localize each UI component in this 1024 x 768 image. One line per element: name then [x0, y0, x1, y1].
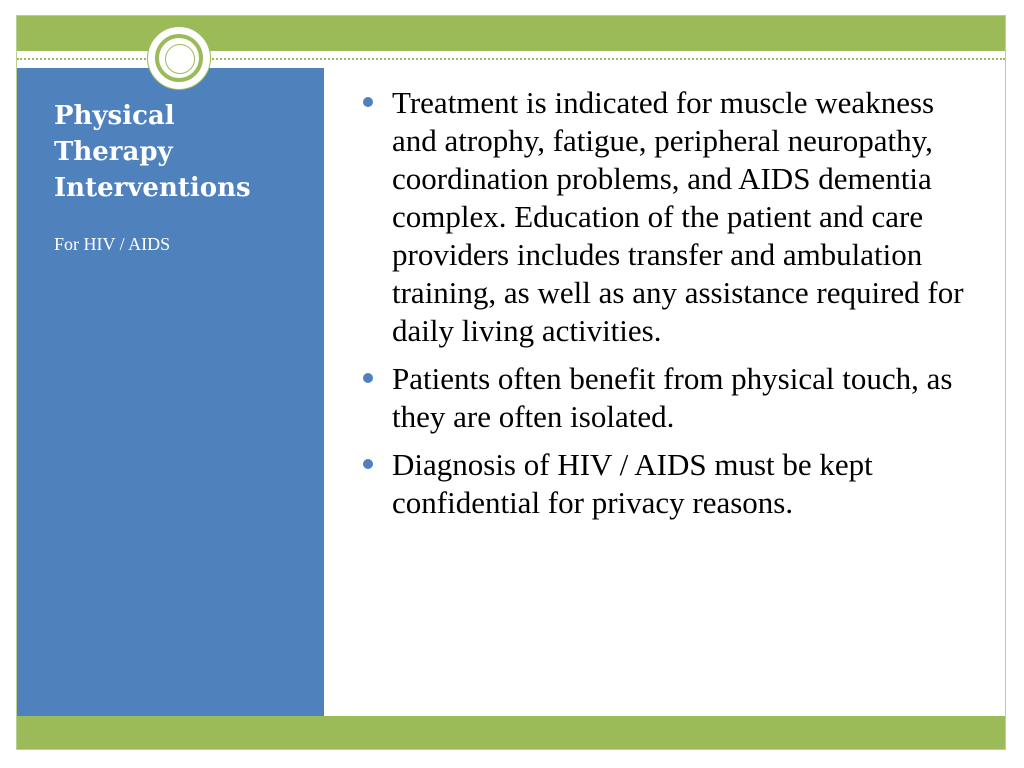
circle-ornament-icon	[147, 26, 211, 90]
round-bullet-icon	[363, 97, 373, 107]
slide-title-line: Physical	[54, 101, 175, 131]
bullet-item	[360, 360, 970, 436]
round-bullet-icon	[363, 373, 373, 383]
bullet-list	[360, 84, 970, 532]
bullet-text: Treatment is indicated for muscle weakness and atrophy, fatigue, peripheral neuropathy, coordination problems, and AIDS dementia complex. Education of the patient and care providers includes transfer and ambulation training, as well as any assistance required for daily living activities.	[392, 85, 964, 348]
round-bullet-icon	[363, 459, 373, 469]
bullet-item	[360, 446, 970, 522]
ornament-ring	[155, 34, 203, 82]
slide-title-line: Interventions	[54, 173, 251, 203]
bullet-text: Patients often benefit from physical touch, as they are often isolated.	[392, 361, 953, 434]
slide-title-line: Therapy	[54, 137, 173, 167]
ornament-inner-circle	[165, 44, 195, 74]
bullet-item	[360, 84, 970, 350]
bullet-text: Diagnosis of HIV / AIDS must be kept confidential for privacy reasons.	[392, 447, 873, 520]
bottom-accent-band	[17, 716, 1005, 749]
slide-subtitle: For HIV / AIDS	[54, 234, 171, 254]
slide-title	[54, 98, 314, 206]
